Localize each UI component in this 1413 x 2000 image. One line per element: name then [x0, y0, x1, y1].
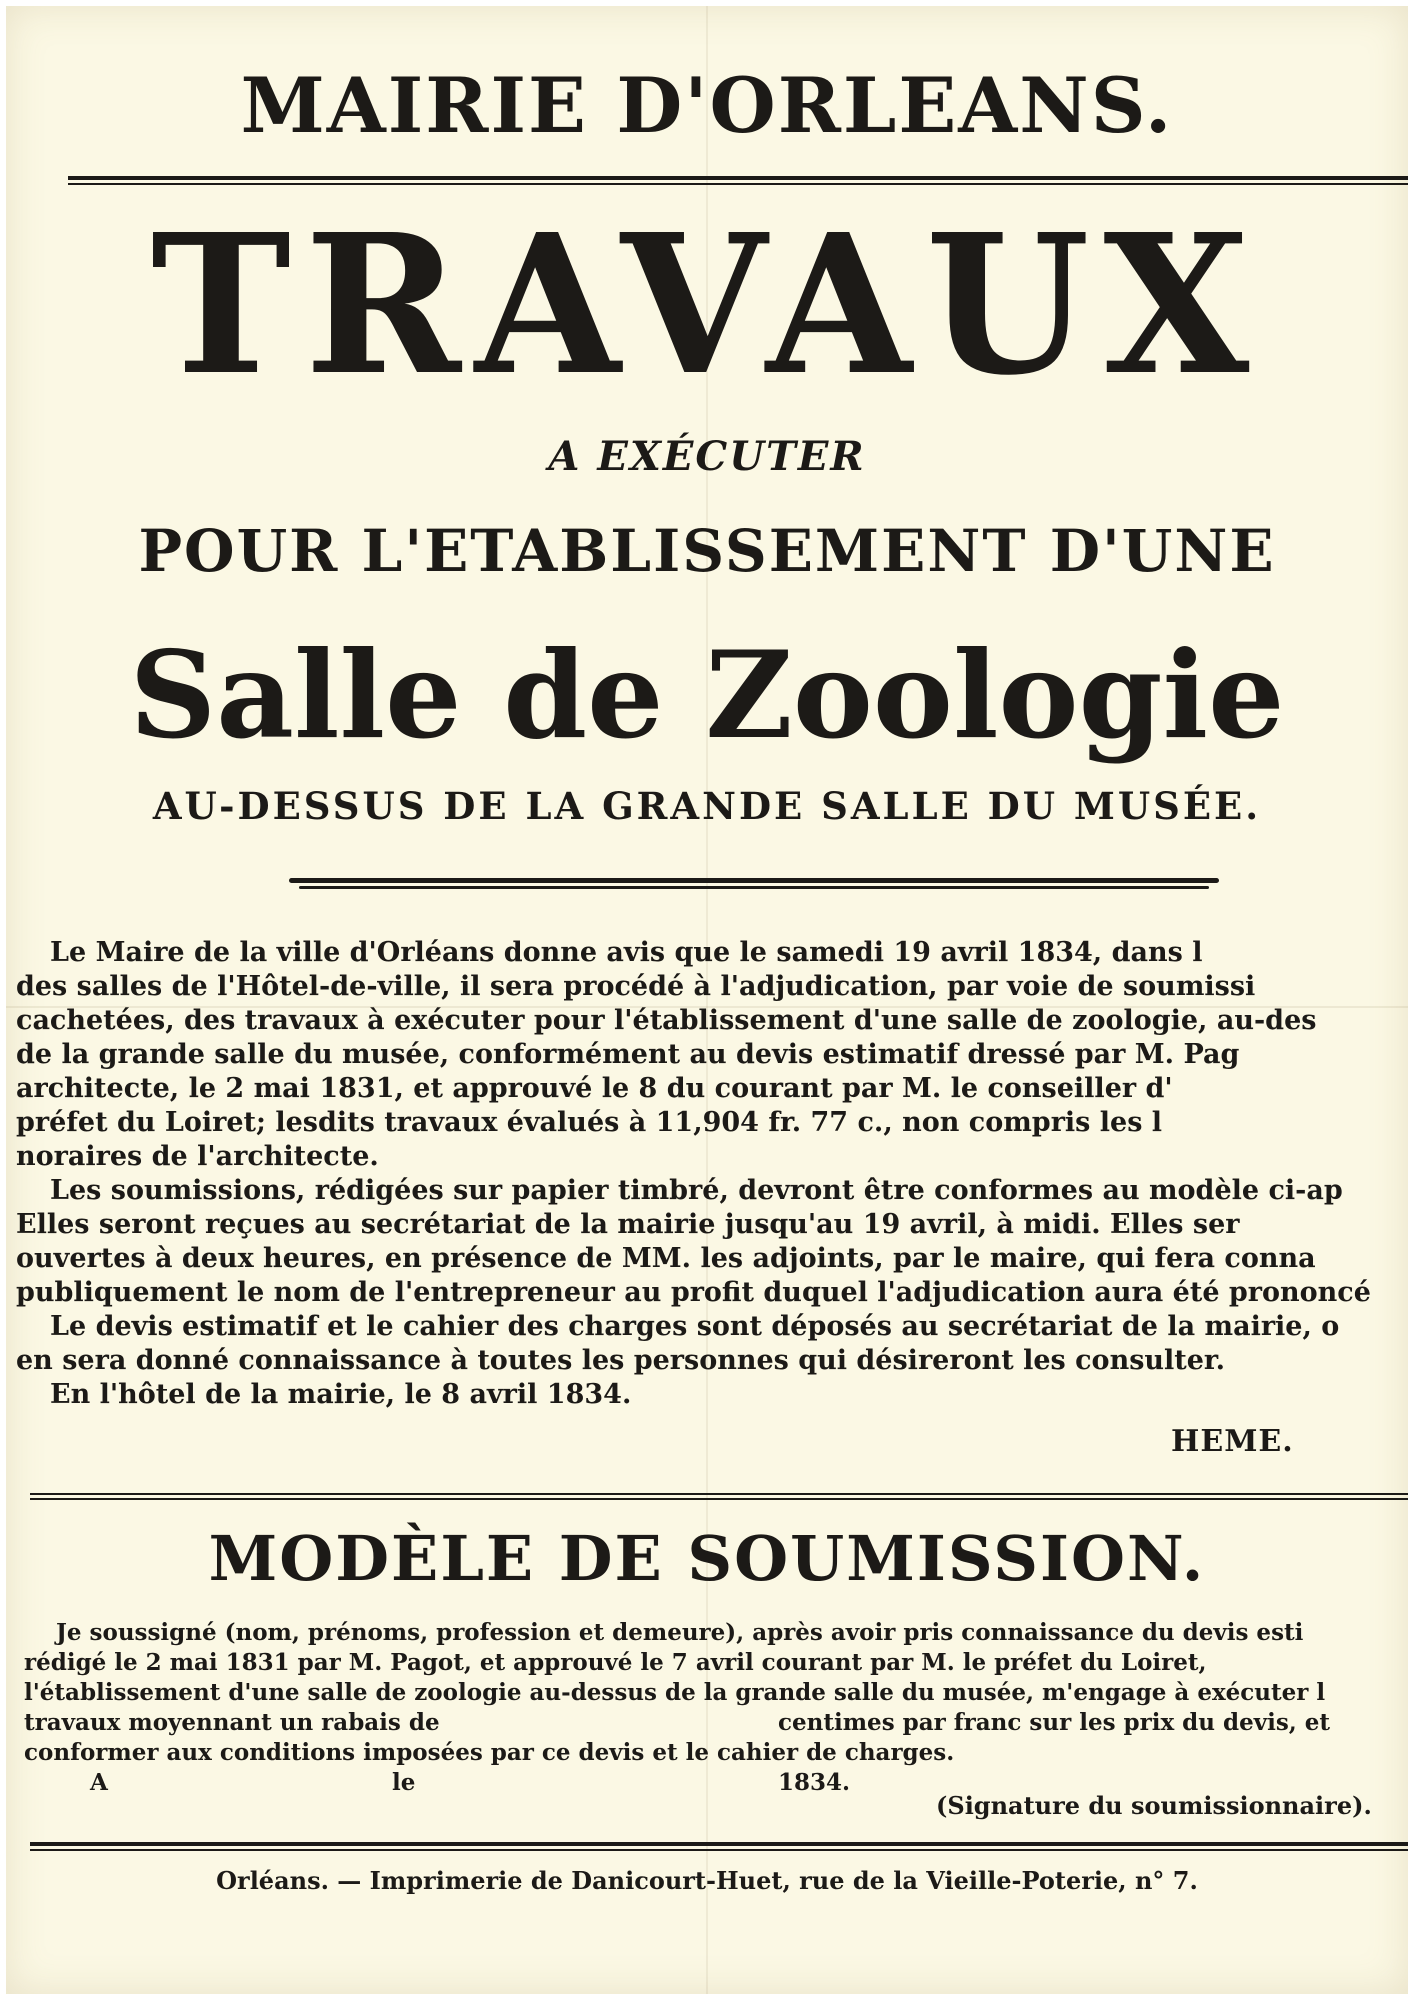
modele-line: rédigé le 2 mai 1831 par M. Pagot, et approuvé le 7 avril courant par M. le préfet du Loiret, — [24, 1649, 1207, 1676]
modele-line: conformer aux conditions imposées par ce devis et le cahier de charges. — [24, 1739, 955, 1766]
subtitle-a-executer: A EXÉCUTER — [548, 433, 866, 480]
middle-rule — [30, 1493, 1408, 1495]
title-salle-de-zoologie: Salle de Zoologie — [129, 625, 1285, 766]
modele-line: centimes par franc sur les prix du devis, et — [778, 1709, 1331, 1736]
modele-place: A — [90, 1769, 108, 1796]
avis-line: Les soumissions, rédigées sur papier timbré, devront être conformes au modèle ci-ap — [50, 1175, 1343, 1206]
avis-line: Le devis estimatif et le cahier des charges sont déposés au secrétariat de la mairie, o — [50, 1311, 1340, 1342]
avis-line: En l'hôtel de la mairie, le 8 avril 1834. — [50, 1379, 632, 1410]
modele-title: MODÈLE DE SOUMISSION. — [208, 1522, 1206, 1595]
title-travaux: TRAVAUX — [150, 193, 1264, 418]
subtitle-pour: POUR L'ETABLISSEMENT D'UNE — [138, 517, 1276, 585]
modele-line: Je soussigné (nom, prénoms, profession et demeure), après avoir pris connaissance du devis esti — [56, 1619, 1304, 1646]
avis-line: cachetées, des travaux à exécuter pour l'établissement d'une salle de zoologie, au-des — [16, 1005, 1317, 1036]
avis-line: Le Maire de la ville d'Orléans donne avis que le samedi 19 avril 1834, dans l — [50, 937, 1203, 968]
top-rule-thin — [68, 183, 1408, 185]
bottom-rule — [30, 1842, 1408, 1846]
poster — [6, 6, 1408, 1994]
modele-line: travaux moyennant un rabais de — [24, 1709, 440, 1736]
top-rule — [68, 176, 1408, 180]
avis-line: publiquement le nom de l'entrepreneur au profit duquel l'adjudication aura été prononcé — [16, 1277, 1371, 1308]
modele-year: 1834. — [778, 1769, 851, 1796]
avis-line: de la grande salle du musée, conformément au devis estimatif dressé par M. Pag — [16, 1039, 1240, 1070]
avis-line: des salles de l'Hôtel-de-ville, il sera procédé à l'adjudication, par voie de soumissi — [16, 971, 1256, 1002]
subtitle-au-dessus: AU-DESSUS DE LA GRANDE SALLE DU MUSÉE. — [152, 784, 1262, 828]
avis-line: Elles seront reçues au secrétariat de la mairie jusqu'au 19 avril, à midi. Elles ser — [16, 1209, 1240, 1240]
avis-line: noraires de l'architecte. — [16, 1141, 379, 1172]
mairie-header: MAIRIE D'ORLEANS. — [240, 61, 1174, 150]
avis-line: architecte, le 2 mai 1831, et approuvé le 8 du courant par M. le conseiller d' — [16, 1073, 1173, 1104]
signature-heme: HEME. — [1171, 1424, 1294, 1459]
printer-imprint: Orléans. — Imprimerie de Danicourt-Huet, rue de la Vieille-Poterie, n° 7. — [216, 1866, 1198, 1895]
middle-rule-thin — [30, 1498, 1408, 1500]
avis-line: ouvertes à deux heures, en présence de MM. les adjoints, par le maire, qui fera conna — [16, 1243, 1316, 1274]
ornamental-rule — [289, 878, 1219, 892]
modele-line: l'établissement d'une salle de zoologie au-dessus de la grande salle du musée, m'engage à exécuter l — [24, 1679, 1326, 1706]
avis-line: en sera donné connaissance à toutes les personnes qui désireront les consulter. — [16, 1345, 1226, 1376]
modele-date: le — [392, 1769, 416, 1796]
bottom-rule-thin — [30, 1849, 1408, 1851]
avis-line: préfet du Loiret; lesdits travaux évalués à 11,904 fr. 77 c., non compris les l — [16, 1107, 1163, 1138]
signature-soumissionnaire: (Signature du soumissionnaire). — [936, 1791, 1372, 1820]
